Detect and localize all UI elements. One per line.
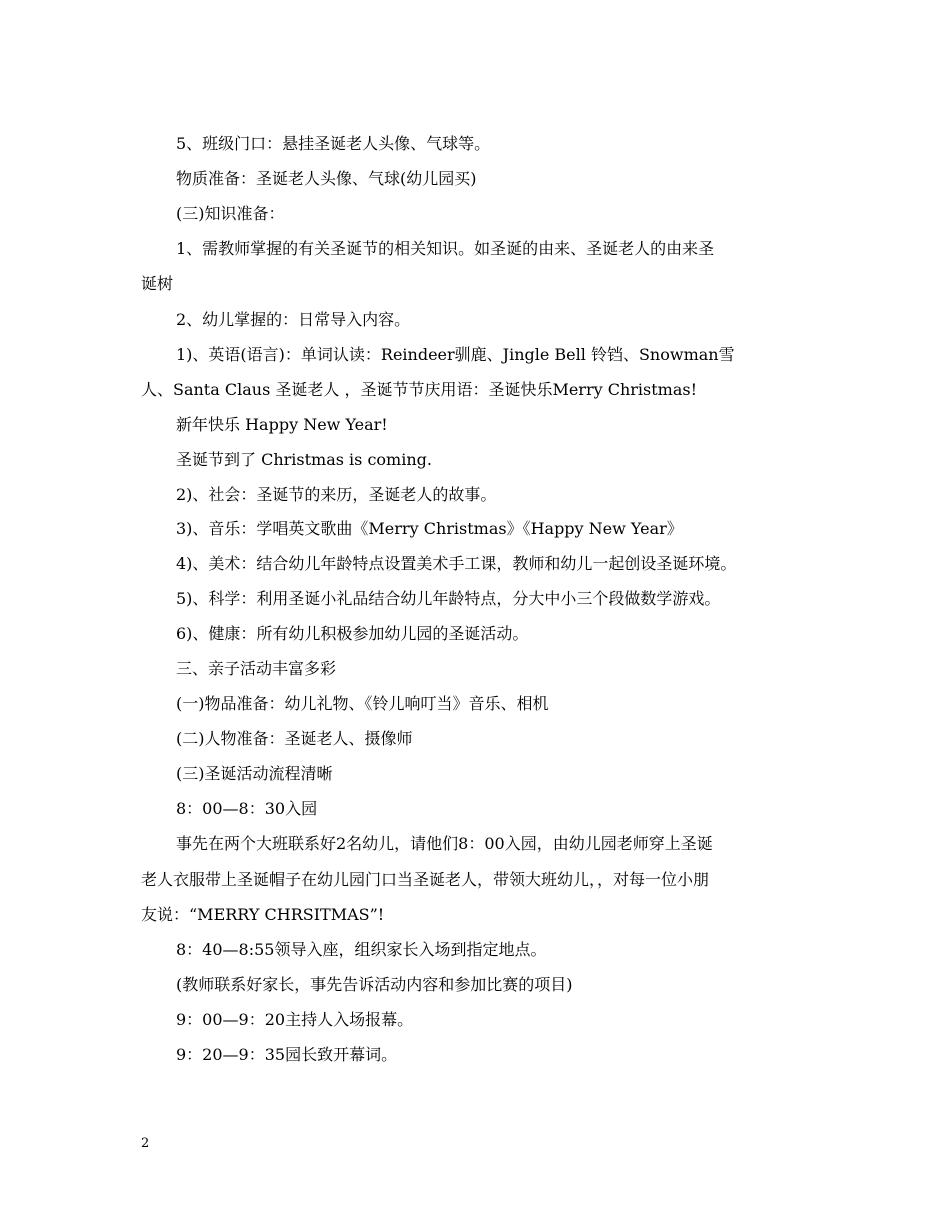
text-line: (三)圣诞活动流程清晰: [176, 764, 333, 783]
text-line: 2)、社会：圣诞节的来历，圣诞老人的故事。: [176, 485, 497, 504]
text-line: 1、需教师掌握的有关圣诞节的相关知识。如圣诞的由来、圣诞老人的由来圣: [176, 239, 715, 258]
text-line: 人、Santa Claus 圣诞老人 ，圣诞节节庆用语：圣诞快乐Merry Christmas!: [141, 380, 698, 399]
text-line: (三)知识准备：: [176, 204, 285, 223]
text-line: 3)、音乐：学唱英文歌曲《Merry Christmas》《Happy New Year》: [176, 519, 683, 538]
text-line: 5、班级门口：悬挂圣诞老人头像、气球等。: [176, 134, 491, 153]
text-line: 4)、美术：结合幼儿年龄特点设置美术手工课，教师和幼儿一起创设圣诞环境。: [176, 554, 737, 573]
text-line: (二)人物准备：圣诞老人、摄像师: [176, 729, 413, 748]
text-line: 1)、英语(语言)：单词认读：Reindeer驯鹿、Jingle Bell 铃铛、Snowman雪: [176, 345, 735, 364]
text-line: 6)、健康：所有幼儿积极参加幼儿园的圣诞活动。: [176, 624, 529, 643]
text-line: (教师联系好家长，事先告诉活动内容和参加比赛的项目): [176, 975, 573, 994]
text-line: 物质准备：圣诞老人头像、气球(幼儿园买): [176, 169, 477, 188]
text-line: 9：00—9：20主持人入场报幕。: [176, 1010, 414, 1029]
text-line: 友说：“MERRY CHRSITMAS”!: [141, 905, 385, 924]
text-line: 新年快乐 Happy New Year!: [176, 415, 388, 434]
section-heading: 三、亲子活动丰富多彩: [176, 659, 337, 678]
text-line: 8：40—8:55领导入座，组织家长入场到指定地点。: [176, 940, 547, 959]
text-line: 5)、科学：利用圣诞小礼品结合幼儿年龄特点，分大中小三个段做数学游戏。: [176, 589, 721, 608]
text-line: 圣诞节到了 Christmas is coming.: [176, 450, 432, 469]
text-line: 事先在两个大班联系好2名幼儿，请他们8：00入园，由幼儿园老师穿上圣诞: [176, 834, 713, 853]
text-line: 老人衣服带上圣诞帽子在幼儿园门口当圣诞老人，带领大班幼儿，，对每一位小朋: [141, 870, 710, 889]
page-number: 2: [141, 1136, 150, 1151]
text-line: 诞树: [141, 274, 174, 293]
text-line: 2、幼儿掌握的：日常导入内容。: [176, 310, 411, 329]
text-line: 9：20—9：35园长致开幕词。: [176, 1045, 398, 1064]
text-line: 8：00—8：30入园: [176, 799, 318, 818]
text-line: (一)物品准备：幼儿礼物、《铃儿响叮当》音乐、相机: [176, 694, 549, 713]
